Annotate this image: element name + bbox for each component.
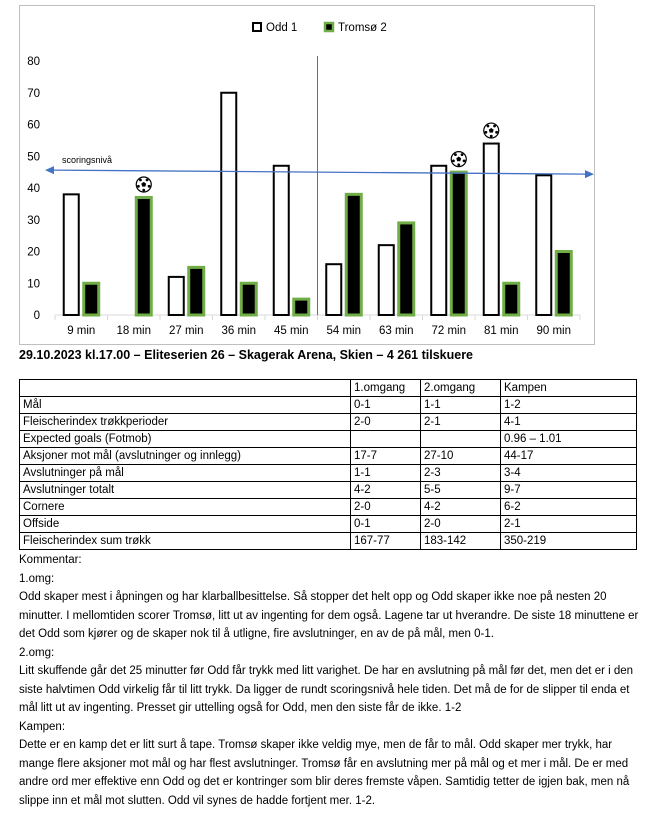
tromso-bar	[346, 194, 361, 315]
stats-cell: Fleischerindex trøkkperioder	[20, 414, 351, 431]
stats-header-cell: 1.omgang	[351, 380, 421, 397]
stats-cell: 183-142	[421, 533, 501, 550]
x-tick-label: 81 min	[483, 325, 519, 337]
stats-cell: 1-1	[421, 397, 501, 414]
stats-cell: 0.96 – 1.01	[501, 431, 637, 448]
tromso-bar	[451, 172, 466, 315]
stats-cell: 2-0	[351, 414, 421, 431]
stats-cell: 2-3	[421, 465, 501, 482]
stats-row	[20, 482, 637, 499]
odd-bar	[431, 166, 446, 315]
y-tick-label: 20	[27, 246, 40, 259]
x-tick-label: 54 min	[326, 325, 362, 337]
stats-row	[20, 516, 637, 533]
y-tick-label: 0	[33, 310, 40, 322]
y-tick-label: 50	[27, 151, 40, 164]
tromso-bar	[136, 198, 151, 315]
stats-cell: 5-5	[421, 482, 501, 499]
stats-cell: Offside	[20, 516, 351, 533]
odd-bar	[274, 166, 289, 315]
commentary	[19, 551, 649, 810]
odd-bar	[221, 93, 236, 315]
stats-cell: 167-77	[351, 533, 421, 550]
stats-cell: 0-1	[351, 516, 421, 533]
stats-cell: 4-1	[501, 414, 637, 431]
y-tick-label: 60	[27, 119, 40, 132]
arrow-left-icon	[45, 166, 54, 174]
stats-row	[20, 414, 637, 431]
arrow-right-icon	[585, 170, 594, 178]
football-icon	[136, 177, 151, 192]
scoring-level-line	[45, 166, 594, 178]
commentary-heading: Kommentar:	[19, 554, 82, 566]
stats-cell: 2-1	[421, 414, 501, 431]
odd-bar	[169, 277, 184, 315]
stats-cell: Avslutninger totalt	[20, 482, 351, 499]
match-info: 29.10.2023 kl.17.00 – Eliteserien 26 – Skagerak Arena, Skien – 4 261 tilskuere	[19, 348, 474, 362]
stats-row	[20, 499, 637, 516]
tromso-bar	[189, 267, 204, 315]
x-tick-label: 18 min	[116, 325, 152, 337]
stats-cell: Avslutninger på mål	[20, 465, 351, 482]
stats-cell: 4-2	[351, 482, 421, 499]
stats-row	[20, 397, 637, 414]
stats-cell: 2-0	[351, 499, 421, 516]
football-icon	[484, 123, 499, 138]
stats-cell: 4-2	[421, 499, 501, 516]
stats-cell: 2-1	[501, 516, 637, 533]
stats-cell: Expected goals (Fotmob)	[20, 431, 351, 448]
stats-cell: 17-7	[351, 448, 421, 465]
y-tick-label: 30	[27, 214, 40, 227]
chart-frame	[19, 5, 595, 345]
x-tick-label: 90 min	[536, 325, 572, 337]
y-tick-label: 80	[27, 56, 40, 68]
x-tick-label: 63 min	[378, 325, 414, 337]
stats-cell: Fleischerindex sum trøkk	[20, 533, 351, 550]
stats-cell: 1-1	[351, 465, 421, 482]
half2-heading: 2.omg:	[19, 646, 55, 659]
stats-cell: 350-219	[501, 533, 637, 550]
tromso-bar	[84, 283, 99, 315]
stats-cell	[421, 431, 501, 448]
tromso-bar	[399, 223, 414, 315]
stats-row	[20, 465, 637, 482]
odd-bar	[484, 144, 499, 315]
tromso-bar	[294, 299, 309, 315]
legend-swatch-tromso	[325, 23, 333, 31]
y-tick-label: 40	[27, 183, 40, 195]
stats-table	[19, 379, 637, 550]
x-tick-label: 36 min	[221, 325, 257, 337]
legend-label-odd: Odd 1	[266, 22, 298, 34]
stats-cell: 27-10	[421, 448, 501, 465]
legend-swatch-odd	[253, 23, 261, 31]
stats-cell: 3-4	[501, 465, 637, 482]
match-text: Dette er en kamp det er litt surt å tape. Tromsø skaper ikke veldig mye, men de får to mål. Odd skaper mer trykk, har mange flere aksjoner mot mål og har flest avslutninger. Tromsø får en avslutning mer på mål og et mer i mål. De er med andre ord mer effektive enn Odd og det er kontringer som blir deres fremste våpen. Samtidig tetter de igjen bak, men nå slippe inn et mål mot slutten. Odd vil synes de hadde fortjent mer. 1-2.	[19, 739, 630, 807]
bar-chart	[20, 6, 596, 346]
stats-row	[20, 533, 637, 550]
stats-row	[20, 448, 637, 465]
stats-cell: 1-2	[501, 397, 637, 414]
odd-bar	[326, 264, 341, 315]
football-icon	[451, 152, 466, 167]
odd-bar	[379, 245, 394, 315]
stats-cell: 44-17	[501, 448, 637, 465]
x-tick-label: 9 min	[67, 325, 96, 337]
stats-header-cell	[20, 380, 351, 397]
stats-cell: 9-7	[501, 482, 637, 499]
reference-line-label: scoringsnivå	[62, 155, 113, 166]
stats-header-row	[20, 380, 637, 397]
odd-bar	[64, 194, 79, 315]
tromso-bar	[556, 252, 571, 316]
tromso-bar	[504, 283, 519, 315]
stats-cell: Aksjoner mot mål (avslutninger og innlegg)	[20, 448, 351, 465]
half2-text: Litt skuffende går det 25 minutter før Odd får trykk med litt varighet. De har en avslutning på mål før det, men det er i den siste halvtimen Odd virkelig får til litt trykk. Da ligger de rundt scoringsnivå hele tiden. Det må de for de slipper til enda et mål litt ut av ingenting. Presset gir uttelling også for Odd, men den siste får de ikke. 1-2	[19, 665, 634, 714]
x-tick-label: 45 min	[273, 325, 309, 337]
legend-label-tromso: Tromsø 2	[338, 22, 387, 34]
stats-row	[20, 431, 637, 448]
stats-cell	[351, 431, 421, 448]
stats-cell: 0-1	[351, 397, 421, 414]
odd-bar	[536, 175, 551, 315]
x-tick-label: 27 min	[168, 325, 204, 337]
half1-text: Odd skaper mest i åpningen og har klarballbesittelse. Så stopper det helt opp og Odd skaper ikke noe på nesten 20 minutter. I mellomtiden scorer Tromsø, litt ut av ingenting for dem også. Lagene tar ut hverandre. De siste 18 minuttene er det Odd som kjører og de skaper nok til å utligne, fire avslutninger, en av de på mål, men 0-1.	[19, 591, 639, 640]
tromso-bar	[241, 283, 256, 315]
stats-header-cell: 2.omgang	[421, 380, 501, 397]
stats-cell: Mål	[20, 397, 351, 414]
stats-cell: 2-0	[421, 516, 501, 533]
match-heading: Kampen:	[19, 720, 66, 733]
stats-cell: Cornere	[20, 499, 351, 516]
half1-heading: 1.omg:	[19, 572, 55, 585]
x-tick-label: 72 min	[431, 325, 467, 337]
stats-cell: 6-2	[501, 499, 637, 516]
reference-line	[53, 170, 586, 174]
y-tick-label: 10	[27, 278, 40, 291]
stats-header-cell: Kampen	[501, 380, 637, 397]
y-tick-label: 70	[27, 87, 40, 100]
